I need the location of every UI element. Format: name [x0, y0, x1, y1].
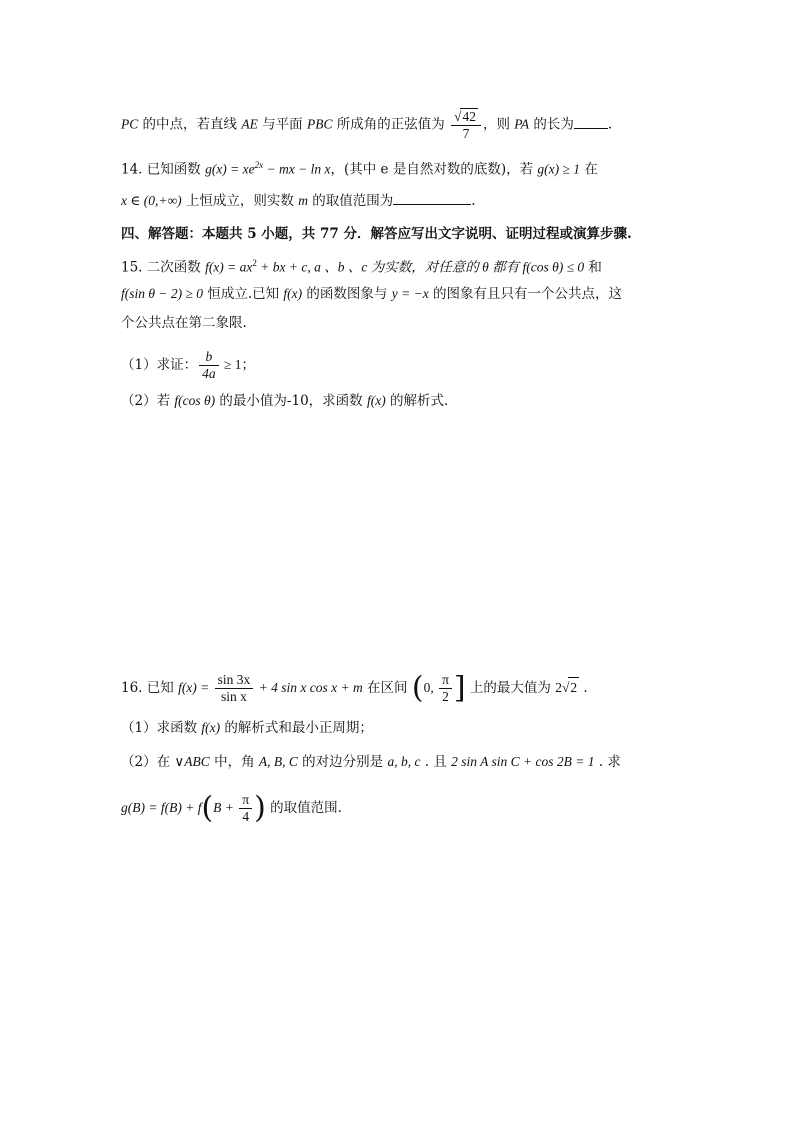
- q16-p2f: a, b, c: [387, 754, 421, 769]
- q16-fraction: [215, 672, 254, 705]
- seg-pbc: PBC: [306, 116, 333, 132]
- q15-l1a: 15. 二次函数: [121, 259, 206, 276]
- q15-part1: [121, 349, 255, 382]
- q15-l2d: 的函数图象与: [302, 286, 392, 302]
- sine-denominator: 7: [462, 126, 470, 141]
- q15-p2b: f(cos θ): [174, 393, 216, 408]
- section-heading: 四、解答题：本题共 5 小题，共 77 分．解答应写出文字说明、证明过程或演算步骤.: [121, 226, 632, 242]
- q16-part2: [121, 752, 621, 772]
- g-text: 的取值范围.: [265, 800, 342, 816]
- max-coef: 2: [555, 680, 562, 695]
- q15-line1: [121, 253, 602, 278]
- q15-l2f: 的图象有且只有一个公共点，这: [428, 286, 622, 302]
- q14-text2: 在: [580, 161, 598, 178]
- q14-line1: [121, 155, 598, 180]
- g-arg: B +: [213, 800, 238, 815]
- sine-fraction: [451, 108, 481, 142]
- q14-end: .: [471, 193, 476, 209]
- g-den: 4: [242, 809, 250, 824]
- q16-frac-num: sin 3x: [215, 672, 254, 689]
- q15-l1e: f(cos θ) ≤ 0: [522, 259, 585, 275]
- answer-blank[interactable]: [574, 114, 608, 129]
- q16-g-line: [121, 792, 342, 825]
- q15-l1d: + bx + c, a 、b 、c 为实数，对任意的 θ 都有: [256, 259, 523, 275]
- q16-p1c: 的解析式和最小正周期；: [220, 720, 373, 736]
- q15-l2a: f(sin θ − 2) ≥ 0: [121, 286, 204, 301]
- q14-number: 14. 已知函数: [121, 161, 206, 178]
- interval-fraction: [439, 672, 452, 705]
- q14-line2: [121, 190, 476, 211]
- q14-func: g(x) = xe: [205, 161, 255, 177]
- q15-part2: [121, 391, 448, 411]
- interval-num: π: [439, 672, 452, 689]
- q16-p2b: ∨ABC: [174, 754, 210, 769]
- q16-line1: [121, 672, 588, 705]
- q15-p2a: （2）若: [121, 393, 175, 409]
- q16-p2g: . 且: [420, 754, 452, 770]
- seg-pc: PC: [121, 116, 139, 132]
- interval-left-paren: (: [411, 670, 424, 706]
- g-num: π: [239, 792, 252, 809]
- g-fraction: [239, 792, 252, 825]
- q16-part1: [121, 718, 373, 738]
- sine-numerator: √42: [451, 108, 481, 126]
- seg-text: 的中点，若直线: [138, 116, 242, 133]
- seg-text: 的长为: [529, 116, 574, 133]
- q16-p2e: 的对边分别是: [297, 754, 388, 770]
- q13-tail-line: [121, 108, 612, 142]
- q15-l2e: y = −x: [391, 286, 429, 301]
- g-left-paren: (: [201, 790, 214, 826]
- q16-p1a: （1）求函数: [121, 720, 202, 736]
- q16-p2i: . 求: [594, 754, 621, 770]
- q16-p1b: f(x): [201, 720, 221, 735]
- g-right-paren: ): [254, 790, 266, 826]
- interval-left: 0,: [423, 680, 438, 695]
- seg-pa: PA: [514, 116, 530, 132]
- seg-text: 与平面: [257, 116, 307, 133]
- q15-l1b: f(x) = ax: [205, 259, 253, 275]
- q15-frac-den: 4a: [202, 366, 216, 381]
- q14-cond: g(x) ≥ 1: [537, 161, 581, 177]
- q14-text3: 上恒成立，则实数: [181, 193, 299, 209]
- interval-right-bracket: ]: [453, 670, 466, 706]
- g-expr: g(B) = f(B) + f: [121, 800, 202, 815]
- q15-p2c: 的最小值为-10，求函数: [215, 393, 367, 409]
- q15-fraction: [199, 349, 219, 382]
- q16-p2a: （2）在: [121, 754, 175, 770]
- q16-frac-den: sin x: [221, 689, 247, 704]
- q16-l1f: .: [579, 680, 588, 696]
- q15-line2: [121, 284, 622, 304]
- q15-l1c: 2: [252, 258, 257, 268]
- q15-line3: 个公共点在第二象限.: [121, 315, 247, 331]
- seg-text: ，则: [482, 116, 515, 133]
- q14-text4: 的取值范围为: [307, 193, 394, 209]
- answer-blank[interactable]: [393, 190, 471, 205]
- max-sqrt: √2: [562, 680, 579, 695]
- seg-ae: AE: [241, 116, 258, 132]
- q14-text1: ，(其中 e 是自然对数的底数)，若: [330, 161, 538, 178]
- q15-p2e: 的解析式.: [385, 393, 449, 409]
- q16-l1b: f(x) =: [178, 680, 213, 695]
- q14-exp: 2x: [254, 160, 264, 170]
- q16-p2c: 中，角: [209, 754, 259, 770]
- q16-l1e: 上的最大值为: [465, 680, 556, 696]
- q16-p2h: 2 sin A sin C + cos 2B = 1: [451, 754, 595, 769]
- q15-l2b: 恒成立.已知: [203, 286, 284, 302]
- q15-p1b: ≥ 1；: [220, 357, 256, 372]
- q14-domain: x ∈ (0,+∞): [121, 193, 182, 208]
- q14-func-rest: − mx − ln x: [263, 161, 331, 177]
- seg-end: .: [607, 116, 613, 133]
- q15-frac-num: b: [199, 349, 219, 366]
- q14-var: m: [298, 193, 308, 208]
- q15-l2c: f(x): [283, 286, 303, 301]
- q16-l1d: 在区间: [362, 680, 412, 696]
- q16-p2d: A, B, C: [258, 754, 298, 769]
- q16-l1a: 16. 已知: [121, 680, 179, 696]
- q16-l1c: + 4 sin x cos x + m: [255, 680, 363, 695]
- seg-text: 所成角的正弦值为: [332, 116, 450, 133]
- q15-p1a: （1）求证：: [121, 357, 198, 373]
- q15-p2d: f(x): [366, 393, 386, 408]
- q15-l1f: 和: [584, 259, 602, 276]
- interval-den: 2: [442, 689, 449, 704]
